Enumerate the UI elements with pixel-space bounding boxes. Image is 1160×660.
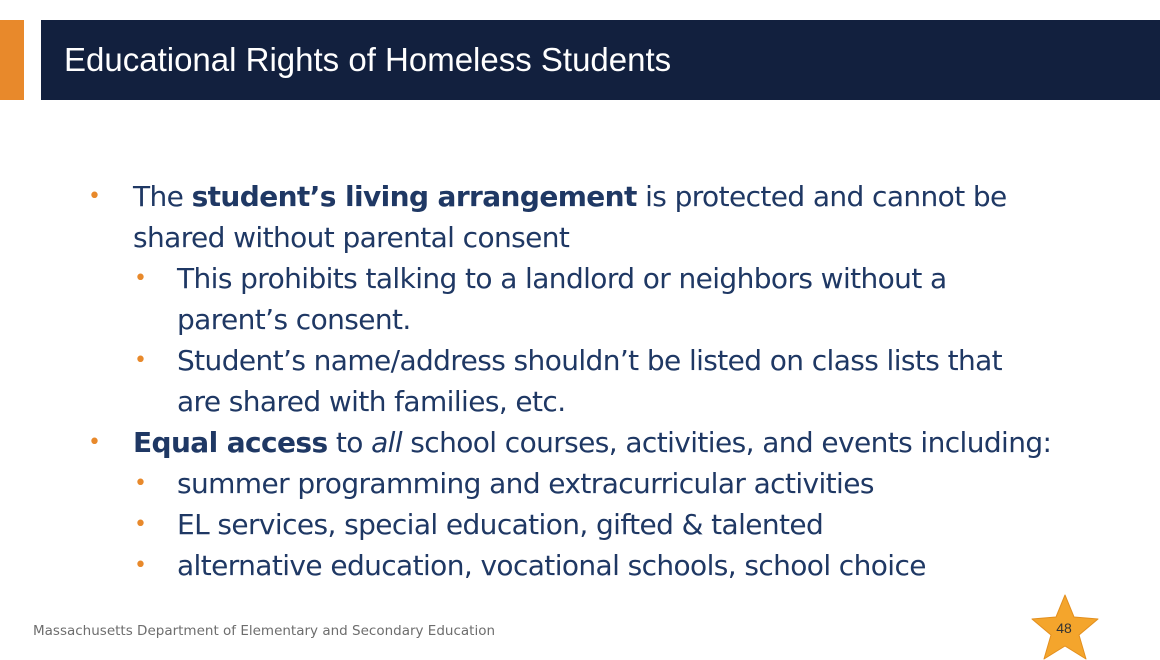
footer-organization: Massachusetts Department of Elementary and Secondary Education <box>33 623 496 639</box>
title-accent-bar <box>0 20 24 100</box>
bullet-line: The student’s living arrangement is protected and cannot be <box>133 180 1007 213</box>
bullet-line: This prohibits talking to a landlord or neighbors without a <box>177 262 947 295</box>
title-band <box>41 20 1160 100</box>
sub-bullet-item <box>134 463 1127 504</box>
sub-bullet-item <box>134 545 1127 586</box>
emphasis-text: student’s living arrangement <box>191 180 637 213</box>
bullet-line: are shared with families, etc. <box>177 385 566 418</box>
bullet-dot: • <box>88 184 101 209</box>
bullet-line: parent’s consent. <box>177 303 411 336</box>
bullet-line: alternative education, vocational schools, school choice <box>177 549 926 582</box>
bullet-dot: • <box>134 471 147 496</box>
bullet-line: Equal access to all school courses, activities, and events including: <box>133 426 1052 459</box>
bullet-line: summer programming and extracurricular activities <box>177 467 874 500</box>
sub-bullet-item <box>134 258 1127 340</box>
bullet-dot: • <box>134 266 147 291</box>
bullet-item-equal-access <box>88 422 1143 463</box>
bullet-list <box>0 176 1160 586</box>
slide-title: Educational Rights of Homeless Students <box>64 41 672 78</box>
sub-bullet-item <box>134 504 1127 545</box>
bullet-line: EL services, special education, gifted & talented <box>177 508 824 541</box>
bullet-line: Student’s name/address shouldn’t be listed on class lists that <box>177 344 1003 377</box>
bullet-line: shared without parental consent <box>133 221 570 254</box>
bullet-item-living-arrangement <box>88 176 1143 258</box>
bullet-dot: • <box>88 430 101 455</box>
sub-bullet-item <box>134 340 1127 422</box>
bullet-dot: • <box>134 512 147 537</box>
page-number: 48 <box>1056 620 1072 636</box>
emphasis-text: Equal access <box>133 426 328 459</box>
bullet-dot: • <box>134 553 147 578</box>
bullet-dot: • <box>134 348 147 373</box>
italic-text: all <box>371 426 402 459</box>
